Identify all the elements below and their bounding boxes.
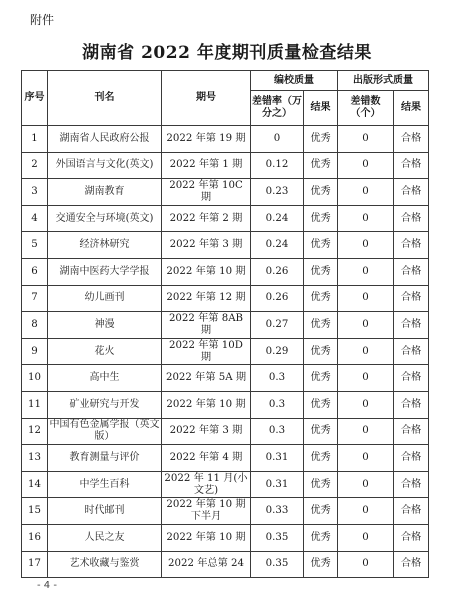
cell-format-result: 合格 (394, 338, 429, 365)
cell-name: 神漫 (48, 312, 162, 339)
cell-seq: 4 (22, 205, 48, 232)
cell-name: 艺术收藏与鉴赏 (48, 551, 162, 578)
cell-issue: 2022 年第 10 期下半月 (162, 498, 251, 525)
cell-issue: 2022 年第 4 期 (162, 445, 251, 472)
header-seq: 序号 (22, 71, 48, 126)
cell-error-count: 0 (338, 498, 394, 525)
cell-seq: 13 (22, 445, 48, 472)
cell-seq: 1 (22, 126, 48, 153)
cell-issue: 2022 年第 10 期 (162, 391, 251, 418)
cell-editorial-result: 优秀 (304, 365, 338, 392)
cell-seq: 11 (22, 391, 48, 418)
cell-name: 中学生百科 (48, 471, 162, 498)
cell-format-result: 合格 (394, 524, 429, 551)
cell-error-rate: 0.31 (251, 445, 304, 472)
table-row (22, 258, 429, 285)
cell-format-result: 合格 (394, 232, 429, 259)
table-row (22, 338, 429, 365)
cell-error-count: 0 (338, 471, 394, 498)
cell-issue: 2022 年第 10C 期 (162, 179, 251, 206)
table-row (22, 152, 429, 179)
cell-seq: 6 (22, 258, 48, 285)
cell-error-rate: 0.33 (251, 498, 304, 525)
cell-format-result: 合格 (394, 285, 429, 312)
cell-error-count: 0 (338, 418, 394, 445)
header-format-group: 出版形式质量 (338, 71, 429, 91)
cell-name: 经济林研究 (48, 232, 162, 259)
cell-editorial-result: 优秀 (304, 418, 338, 445)
table-row (22, 498, 429, 525)
cell-error-count: 0 (338, 391, 394, 418)
cell-name: 矿业研究与开发 (48, 391, 162, 418)
cell-format-result: 合格 (394, 418, 429, 445)
cell-seq: 3 (22, 179, 48, 206)
header-error-count: 差错数（个） (338, 91, 394, 126)
cell-issue: 2022 年 11 月(小文艺) (162, 471, 251, 498)
cell-editorial-result: 优秀 (304, 391, 338, 418)
cell-editorial-result: 优秀 (304, 312, 338, 339)
cell-error-count: 0 (338, 551, 394, 578)
cell-name: 中国有色金属学报（英文版） (48, 418, 162, 445)
cell-name: 人民之友 (48, 524, 162, 551)
cell-format-result: 合格 (394, 258, 429, 285)
cell-issue: 2022 年第 10 期 (162, 258, 251, 285)
results-table (21, 70, 429, 578)
table-row (22, 418, 429, 445)
table-row (22, 551, 429, 578)
cell-issue: 2022 年第 10 期 (162, 524, 251, 551)
table-row (22, 179, 429, 206)
cell-issue: 2022 年第 8AB 期 (162, 312, 251, 339)
table-row (22, 391, 429, 418)
cell-editorial-result: 优秀 (304, 285, 338, 312)
cell-issue: 2022 年第 12 期 (162, 285, 251, 312)
cell-error-count: 0 (338, 126, 394, 153)
cell-name: 教育测量与评价 (48, 445, 162, 472)
cell-editorial-result: 优秀 (304, 232, 338, 259)
cell-seq: 10 (22, 365, 48, 392)
cell-format-result: 合格 (394, 445, 429, 472)
cell-error-count: 0 (338, 445, 394, 472)
cell-error-rate: 0.26 (251, 258, 304, 285)
cell-issue: 2022 年第 19 期 (162, 126, 251, 153)
cell-issue: 2022 年第 2 期 (162, 205, 251, 232)
cell-editorial-result: 优秀 (304, 524, 338, 551)
cell-editorial-result: 优秀 (304, 445, 338, 472)
cell-error-count: 0 (338, 232, 394, 259)
cell-error-count: 0 (338, 258, 394, 285)
cell-seq: 15 (22, 498, 48, 525)
cell-format-result: 合格 (394, 205, 429, 232)
cell-editorial-result: 优秀 (304, 179, 338, 206)
cell-editorial-result: 优秀 (304, 471, 338, 498)
cell-seq: 17 (22, 551, 48, 578)
cell-name: 花火 (48, 338, 162, 365)
cell-editorial-result: 优秀 (304, 258, 338, 285)
cell-name: 时代邮刊 (48, 498, 162, 525)
cell-error-rate: 0.3 (251, 365, 304, 392)
cell-format-result: 合格 (394, 551, 429, 578)
cell-error-rate: 0.26 (251, 285, 304, 312)
table-row (22, 285, 429, 312)
cell-error-rate: 0.35 (251, 524, 304, 551)
cell-issue: 2022 年第 5A 期 (162, 365, 251, 392)
cell-error-count: 0 (338, 524, 394, 551)
cell-name: 湖南省人民政府公报 (48, 126, 162, 153)
header-name: 刊名 (48, 71, 162, 126)
table-row (22, 205, 429, 232)
cell-issue: 2022 年第 3 期 (162, 418, 251, 445)
cell-seq: 8 (22, 312, 48, 339)
table-row (22, 445, 429, 472)
results-table-body (22, 126, 429, 578)
cell-name: 高中生 (48, 365, 162, 392)
cell-name: 幼儿画刊 (48, 285, 162, 312)
header-editorial-group: 编校质量 (251, 71, 338, 91)
table-row (22, 524, 429, 551)
table-row (22, 365, 429, 392)
cell-error-rate: 0.29 (251, 338, 304, 365)
cell-editorial-result: 优秀 (304, 126, 338, 153)
cell-error-rate: 0.27 (251, 312, 304, 339)
cell-error-rate: 0.24 (251, 205, 304, 232)
cell-seq: 2 (22, 152, 48, 179)
cell-error-rate: 0.12 (251, 152, 304, 179)
cell-seq: 9 (22, 338, 48, 365)
cell-name: 外国语言与文化(英文) (48, 152, 162, 179)
cell-error-count: 0 (338, 365, 394, 392)
cell-name: 湖南教育 (48, 179, 162, 206)
cell-issue: 2022 年第 1 期 (162, 152, 251, 179)
cell-error-count: 0 (338, 152, 394, 179)
cell-format-result: 合格 (394, 365, 429, 392)
header-error-rate: 差错率（万分之） (251, 91, 304, 126)
page-title: 湖南省 2022 年度期刊质量检查结果 (82, 43, 372, 63)
header-issue: 期号 (162, 71, 251, 126)
cell-format-result: 合格 (394, 498, 429, 525)
cell-name: 湖南中医药大学学报 (48, 258, 162, 285)
cell-seq: 5 (22, 232, 48, 259)
table-row (22, 126, 429, 153)
table-row (22, 232, 429, 259)
cell-error-count: 0 (338, 179, 394, 206)
cell-error-rate: 0.31 (251, 471, 304, 498)
cell-error-count: 0 (338, 312, 394, 339)
cell-editorial-result: 优秀 (304, 498, 338, 525)
cell-format-result: 合格 (394, 179, 429, 206)
cell-issue: 2022 年第 3 期 (162, 232, 251, 259)
cell-error-rate: 0.3 (251, 391, 304, 418)
header-editorial-result: 结果 (304, 91, 338, 126)
page-number: - 4 - (37, 580, 57, 591)
cell-editorial-result: 优秀 (304, 338, 338, 365)
cell-seq: 12 (22, 418, 48, 445)
attachment-label: 附件 (30, 13, 55, 27)
cell-error-count: 0 (338, 285, 394, 312)
header-format-result: 结果 (394, 91, 429, 126)
cell-editorial-result: 优秀 (304, 205, 338, 232)
cell-error-rate: 0.3 (251, 418, 304, 445)
cell-format-result: 合格 (394, 126, 429, 153)
cell-format-result: 合格 (394, 312, 429, 339)
cell-format-result: 合格 (394, 391, 429, 418)
cell-editorial-result: 优秀 (304, 551, 338, 578)
cell-issue: 2022 年总第 24 (162, 551, 251, 578)
cell-error-rate: 0 (251, 126, 304, 153)
table-row (22, 312, 429, 339)
cell-error-rate: 0.35 (251, 551, 304, 578)
cell-seq: 16 (22, 524, 48, 551)
cell-editorial-result: 优秀 (304, 152, 338, 179)
table-row (22, 471, 429, 498)
cell-seq: 7 (22, 285, 48, 312)
cell-name: 交通安全与环境(英文) (48, 205, 162, 232)
cell-error-rate: 0.23 (251, 179, 304, 206)
cell-seq: 14 (22, 471, 48, 498)
cell-error-rate: 0.24 (251, 232, 304, 259)
cell-format-result: 合格 (394, 471, 429, 498)
cell-issue: 2022 年第 10D 期 (162, 338, 251, 365)
cell-format-result: 合格 (394, 152, 429, 179)
cell-error-count: 0 (338, 338, 394, 365)
cell-error-count: 0 (338, 205, 394, 232)
